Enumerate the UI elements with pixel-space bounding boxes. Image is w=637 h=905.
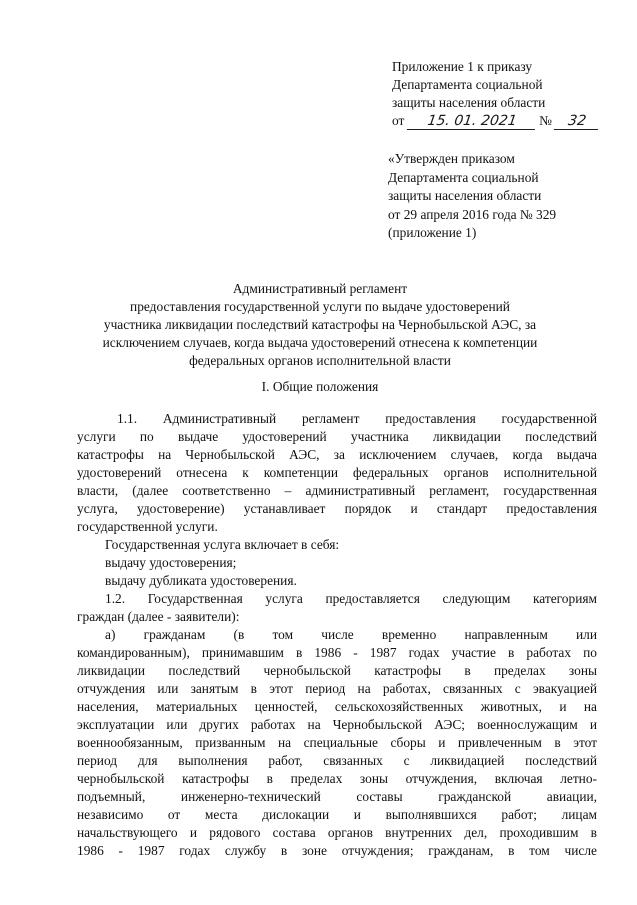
- body-line: а) гражданам (в том числе временно направленным или: [105, 627, 597, 642]
- body-line: граждан (далее - заявители):: [77, 609, 240, 624]
- body-line: ликвидации последствий чернобыльской катастрофы в пределах зоны: [77, 663, 597, 678]
- body-line: период для выполнения работ, связанных с ликвидацией последствий: [77, 753, 597, 768]
- body-line: отчуждения или занятым в этот период на работах, связанных с эвакуацией: [77, 681, 597, 696]
- appendix-header: [392, 58, 622, 130]
- handwritten-date: 15. 01. 2021: [407, 114, 537, 130]
- title-line: федеральных органов исполнительной власти: [189, 353, 451, 368]
- approval-line: «Утвержден приказом: [388, 151, 515, 166]
- approval-block: [388, 150, 628, 243]
- body-line: 1.1. Административный регламент предоставления государственной: [117, 411, 597, 426]
- body-line: выдачу удостоверения;: [105, 555, 237, 570]
- body-line: государственной услуги.: [77, 519, 218, 534]
- title-line: участника ликвидации последствий катастрофы на Чернобыльской АЭС, за: [103, 317, 537, 332]
- body-line: населения, материальных ценностей, сельскохозяйственных животных, и на: [77, 699, 597, 714]
- body-line: 1.2. Государственная услуга предоставляется следующим категориям: [105, 591, 597, 606]
- appendix-line: защиты населения области: [392, 95, 546, 110]
- handwritten-number: 32: [554, 114, 600, 130]
- body-line: услуги по выдаче удостоверений участника ликвидации последствий: [77, 429, 597, 444]
- body-line: чернобыльской катастрофы в пределах зоны отчуждения, включая летно-: [77, 771, 597, 786]
- body-line: 1986 - 1987 годах службу в зоне отчуждения; гражданам, в том числе: [77, 843, 597, 858]
- body-line: командированным), принимавшим в 1986 - 1987 годах участие в работах по: [77, 645, 597, 660]
- title-line: предоставления государственной услуги по выдаче удостоверений: [130, 299, 510, 314]
- body-line: Государственная услуга включает в себя:: [105, 537, 340, 552]
- body-line: услуга, удостоверение) устанавливает порядок и стандарт предоставления: [77, 501, 597, 516]
- body-line: выдачу дубликата удостоверения.: [105, 573, 297, 588]
- document-title: [40, 280, 600, 370]
- title-line: Административный регламент: [232, 281, 408, 296]
- body-line: власти, (далее соответственно – административный регламент, государственная: [77, 483, 597, 498]
- section-heading: I. Общие положения: [261, 379, 379, 394]
- appendix-line: Департамента социальной: [392, 77, 543, 92]
- order-date-number-line: [392, 112, 622, 130]
- approval-line: от 29 апреля 2016 года № 329: [388, 206, 557, 222]
- from-label: от: [392, 113, 405, 128]
- body-line: эксплуатации или других работах на Чернобыльской АЭС; военнослужащим и: [77, 717, 597, 732]
- approval-line: (приложение 1): [388, 225, 477, 240]
- document-body: [77, 410, 597, 860]
- body-line: подъемный, инженерно-технический составы гражданской авиации,: [77, 789, 597, 804]
- body-line: военнообязанным, призванным на специальные сборы и привлеченным в этот: [77, 735, 597, 750]
- body-line: катастрофы на Чернобыльской АЭС, за исключением случаев, когда выдача: [77, 447, 597, 462]
- title-line: исключением случаев, когда выдача удостоверений отнесена к компетенции: [102, 335, 538, 350]
- appendix-line: Приложение 1 к приказу: [392, 59, 533, 74]
- approval-line: защиты населения области: [388, 188, 542, 203]
- body-line: начальствующего и рядового состава органов внутренних дел, проходившим в: [77, 825, 597, 840]
- body-line: удостоверений отнесена к компетенции федеральных органов исполнительной: [77, 465, 597, 480]
- number-label: №: [539, 113, 552, 128]
- body-line: независимо от места дислокации и выполнявшихся работ; лицам: [77, 807, 597, 822]
- approval-line: Департамента социальной: [388, 169, 539, 185]
